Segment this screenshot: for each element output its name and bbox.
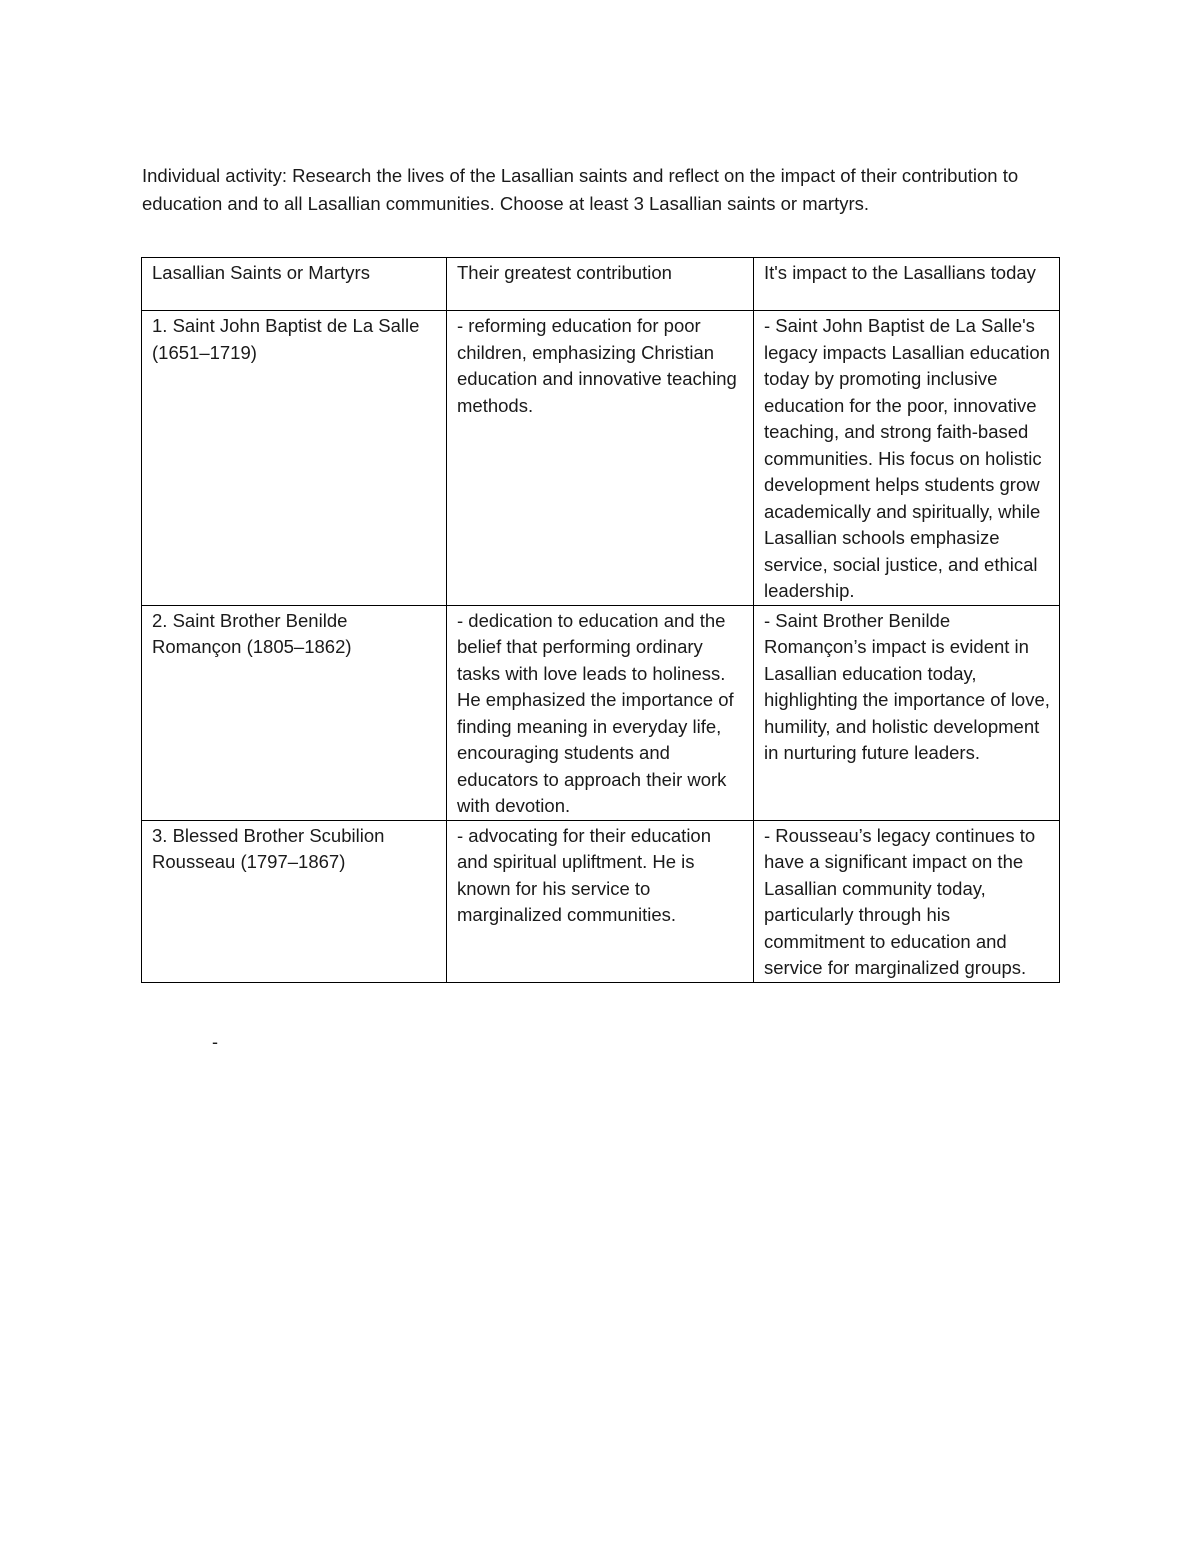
header-saints: Lasallian Saints or Martyrs [142, 258, 447, 311]
header-contribution: Their greatest contribution [447, 258, 754, 311]
impact-cell: - Rousseau’s legacy continues to have a significant impact on the Lasallian community today, particularly through his commitment to education and service for marginalized groups. [754, 820, 1060, 982]
table-row [142, 311, 1060, 606]
impact-cell: - Saint John Baptist de La Salle's legacy impacts Lasallian education today by promoting inclusive education for the poor, innovative teaching, and strong faith-based communities. His focus on holistic development helps students grow academically and spiritually, while Lasallian schools emphasize service, social justice, and ethical leadership. [754, 311, 1060, 606]
saint-name-cell: 3. Blessed Brother Scubilion Rousseau (1797–1867) [142, 820, 447, 982]
trailing-dash: - [212, 1032, 218, 1052]
table-row [142, 605, 1060, 820]
impact-cell: - Saint Brother Benilde Romançon’s impact is evident in Lasallian education today, highlighting the importance of love, humility, and holistic development in nurturing future leaders. [754, 605, 1060, 820]
saints-table [141, 257, 1060, 983]
header-impact: It's impact to the Lasallians today [754, 258, 1060, 311]
table-header-row [142, 258, 1060, 311]
table-row [142, 820, 1060, 982]
contribution-cell: - dedication to education and the belief that performing ordinary tasks with love leads to holiness. He emphasized the importance of finding meaning in everyday life, encouraging students and educators to approach their work with devotion. [447, 605, 754, 820]
saint-name-cell: 1. Saint John Baptist de La Salle (1651–1719) [142, 311, 447, 606]
saint-name-cell: 2. Saint Brother Benilde Romançon (1805–1862) [142, 605, 447, 820]
activity-instructions: Individual activity: Research the lives of the Lasallian saints and reflect on the impact of their contribution to education and to all Lasallian communities. Choose at least 3 Lasallian saints or martyrs. [142, 164, 1019, 214]
contribution-cell: - reforming education for poor children, emphasizing Christian education and innovative teaching methods. [447, 311, 754, 606]
contribution-cell: - advocating for their education and spiritual upliftment. He is known for his service to marginalized communities. [447, 820, 754, 982]
